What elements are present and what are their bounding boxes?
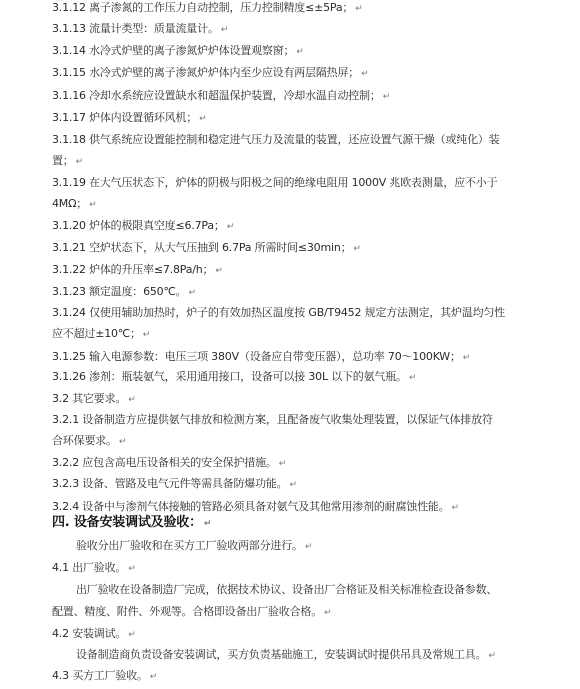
text-line [52, 434, 552, 449]
paragraph-mark-icon: ↵ [278, 459, 287, 469]
section-heading [52, 516, 552, 531]
line-text: 3.1.17 炉体内设置循环风机； [52, 111, 198, 124]
line-text: 3.1.20 炉体的极限真空度≤6.7Pa； [52, 219, 225, 232]
text-line [52, 605, 552, 620]
paragraph-mark-icon: ↵ [296, 47, 304, 57]
line-text: 4.1 出厂验收。 [52, 561, 127, 574]
line-text: 合环保要求。 [52, 434, 117, 447]
text-line [52, 44, 552, 59]
text-line [52, 561, 552, 576]
line-text: 置； [52, 154, 74, 167]
line-text: 3.1.14 水冷式炉壁的离子渗氮炉炉体设置观察窗； [52, 44, 295, 57]
text-line [52, 263, 552, 278]
line-text: 3.1.21 空炉状态下，从大气压抽到 6.7Pa 所需时间≤30min； [52, 241, 352, 254]
line-text: 3.2.2 应包含高电压设备相关的安全保护措施。 [52, 456, 277, 469]
paragraph-mark-icon: ↵ [462, 353, 471, 363]
text-line [52, 66, 552, 81]
paragraph-mark-icon: ↵ [128, 564, 136, 574]
line-text: 3.1.16 冷却水系统应设置缺水和超温保护装置，冷却水温自动控制； [52, 89, 381, 102]
paragraph-mark-icon: ↵ [220, 25, 229, 35]
paragraph-mark-icon: ↵ [199, 114, 207, 124]
text-line [52, 154, 552, 169]
line-text: 3.2 其它要求。 [52, 392, 127, 405]
paragraph-mark-icon: ↵ [142, 330, 151, 340]
paragraph-mark-icon: ↵ [128, 395, 136, 405]
line-text: 3.1.26 渗剂：瓶装氨气，采用通用接口，设备可以接 30L 以下的氨气瓶。 [52, 370, 407, 383]
paragraph-mark-icon: ↵ [488, 651, 496, 661]
paragraph-mark-icon: ↵ [408, 373, 417, 383]
line-text: 出厂验收在设备制造厂完成，依据技术协议、设备出厂合格证及相关标准检查设备参数、 [76, 583, 498, 596]
line-text: 3.2.3 设备、管路及电气元件等需具备防爆功能。 [52, 477, 288, 490]
line-text: 4.3 买方工厂验收。 [52, 669, 148, 682]
line-text: 四. 设备安装调试及验收： [52, 515, 202, 530]
paragraph-mark-icon: ↵ [353, 244, 361, 254]
line-text: 验收分出厂验收和在买方工厂验收两部分进行。 [76, 539, 303, 552]
text-line [52, 1, 552, 16]
text-line [52, 500, 552, 515]
paragraph-mark-icon: ↵ [382, 92, 391, 102]
line-text: 3.2.4 设备中与渗剂气体接触的管路必须具备对氨气及其他常用渗剂的耐腐蚀性能。 [52, 500, 450, 513]
paragraph-mark-icon: ↵ [226, 222, 235, 232]
line-text: 3.2.1 设备制造方应提供氨气排放和检测方案，且配备废气收集处理装置，以保证气体排放符 [52, 413, 493, 426]
text-line [52, 197, 552, 212]
text-line [52, 241, 552, 256]
paragraph-mark-icon: ↵ [89, 200, 97, 210]
text-line [52, 456, 552, 471]
line-text: 3.1.25 输入电源参数：电压三项 380V（设备应自带变压器），总功率 70～100KW； [52, 350, 461, 363]
paragraph-mark-icon: ↵ [304, 542, 313, 552]
paragraph-mark-icon: ↵ [128, 630, 136, 640]
paragraph-mark-icon: ↵ [451, 503, 459, 513]
line-text: 3.1.24 仅使用辅助加热时，炉子的有效加热区温度按 GB/T9452 规定方法测定，其炉温均匀性 [52, 306, 505, 319]
line-text: 配置、精度、附件、外观等。合格即设备出厂验收合格。 [52, 605, 322, 618]
text-line [52, 89, 552, 104]
line-text: 应不超过±10℃； [52, 327, 141, 340]
line-text: 3.1.19 在大气压状态下，炉体的阴极与阳极之间的绝缘电阻用 1000V 兆欧表测量，应不小于 [52, 176, 498, 189]
line-text: 3.1.18 供气系统应设置能控制和稳定进气压力及流量的装置，还应设置气源干燥（或纯化）装 [52, 133, 500, 146]
line-text: 4MΩ； [52, 197, 88, 210]
paragraph-mark-icon: ↵ [75, 157, 83, 167]
line-text: 3.1.12 离子渗氮的工作压力自动控制，压力控制精度≤±5Pa； [52, 1, 354, 14]
line-text: 设备制造商负责设备安装调试，买方负责基础施工，安装调试时提供吊具及常规工具。 [76, 648, 487, 661]
text-line [52, 306, 552, 320]
text-line [52, 285, 552, 300]
text-line [76, 648, 552, 663]
text-line [52, 413, 552, 427]
paragraph-mark-icon: ↵ [149, 672, 158, 682]
text-line [76, 583, 552, 597]
paragraph-mark-icon: ↵ [188, 288, 196, 298]
text-line [76, 539, 552, 554]
text-line [52, 133, 552, 147]
text-line [52, 477, 552, 492]
text-line [52, 176, 552, 190]
paragraph-mark-icon: ↵ [361, 69, 369, 79]
text-line [52, 22, 552, 37]
paragraph-mark-icon: ↵ [324, 608, 332, 618]
paragraph-mark-icon: ↵ [203, 519, 212, 529]
paragraph-mark-icon: ↵ [289, 480, 297, 490]
text-line [52, 669, 552, 684]
text-line [52, 327, 552, 342]
line-text: 3.1.23 额定温度：650℃。 [52, 285, 187, 298]
line-text: 3.1.15 水冷式炉壁的离子渗氮炉炉体内至少应设有两层隔热屏； [52, 66, 360, 79]
text-line [52, 350, 552, 365]
line-text: 3.1.13 流量计类型：质量流量计。 [52, 22, 219, 35]
text-line [52, 392, 552, 407]
paragraph-mark-icon: ↵ [118, 437, 127, 447]
paragraph-mark-icon: ↵ [355, 4, 363, 14]
line-text: 3.1.22 炉体的升压率≤7.8Pa/h； [52, 263, 214, 276]
text-line [52, 219, 552, 234]
line-text: 4.2 安装调试。 [52, 627, 127, 640]
paragraph-mark-icon: ↵ [215, 266, 223, 276]
text-line [52, 370, 552, 385]
text-line [52, 627, 552, 642]
text-line [52, 111, 552, 126]
